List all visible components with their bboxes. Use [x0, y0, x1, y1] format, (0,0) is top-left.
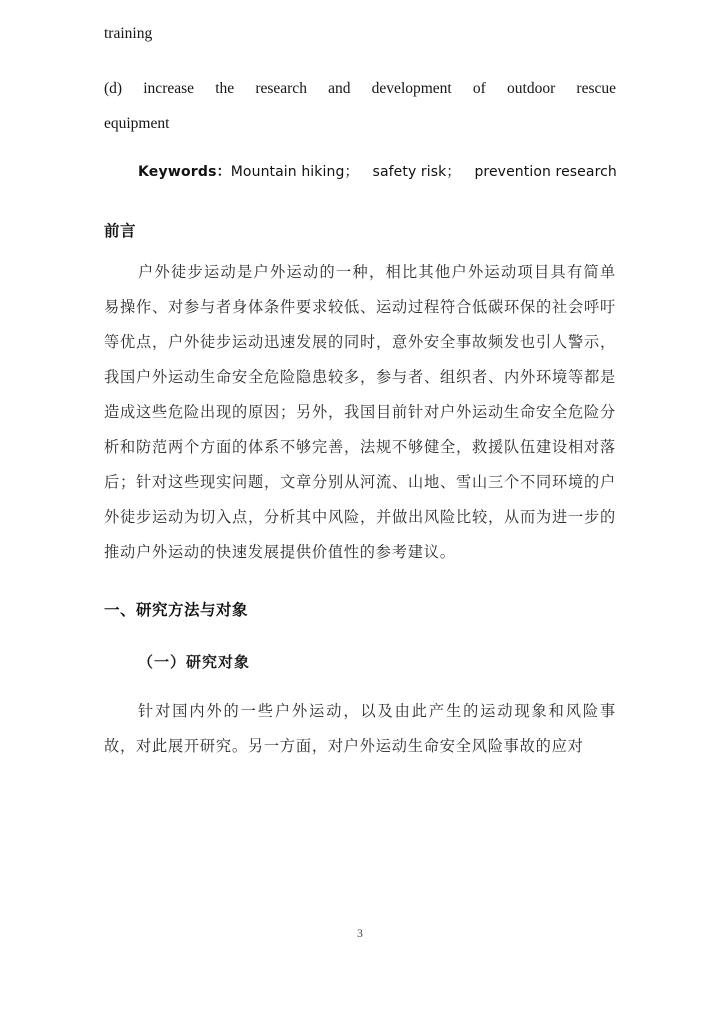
preface-heading: 前言 — [104, 222, 137, 240]
keyword-term-3: prevention research — [474, 164, 617, 180]
subsection-one-body-paragraph: 针对国内外的一些户外运动，以及由此产生的运动现象和风险事故，对此展开研究。另一方面，对户外运动生命安全风险事故的应对 — [104, 702, 616, 755]
spacer-after-subsection-heading — [104, 678, 616, 694]
page-content — [104, 0, 616, 764]
keywords-label: Keywords — [138, 164, 217, 180]
spacer-after-section-one-heading — [104, 626, 616, 646]
section-one-heading: 一、研究方法与对象 — [104, 601, 249, 619]
keywords-line — [104, 157, 616, 187]
top-spacer — [104, 0, 616, 16]
spacer-after-preface-heading — [104, 247, 616, 255]
spacer-before-section-one — [104, 570, 616, 594]
keywords-colon: ： — [216, 164, 231, 180]
preface-body-paragraph: 户外徒步运动是户外运动的一种，相比其他户外运动项目具有简单易操作、对参与者身体条件要求较低、运动过程符合低碳环保的社会呼吁等优点，户外徒步运动迅速发展的同时，意外安全事故频发也引人警示，我国户外运动生命安全危险隐患较多，参与者、组织者、内外环境等都是造成这些危险出现的原因；另外，我国目前针对户外运动生命安全危险分析和防范两个方面的体系不够完善，法规不够健全，救援队伍建设相对落后；针对这些现实问题，文章分别从河流、山地、雪山三个不同环境的户外徒步运动为切入点，分析其中风险，并做出风险比较，从而为进一步的推动户外运动的快速发展提供价值性的参考建议。 — [104, 263, 616, 561]
keyword-term-2: safety risk； — [372, 164, 461, 180]
english-list-item-d: (d) increase the research and development of outdoor rescue — [104, 80, 616, 97]
spacer-after-training — [104, 51, 616, 71]
subsection-one-heading: （一）研究对象 — [138, 653, 251, 671]
spacer-before-keywords — [104, 141, 616, 157]
english-list-item-d-tail: equipment — [104, 115, 170, 132]
english-continued-word: training — [104, 25, 153, 42]
spacer-before-preface — [104, 187, 616, 215]
page-number: 3 — [357, 928, 363, 940]
keyword-term-1: Mountain hiking； — [230, 164, 359, 180]
